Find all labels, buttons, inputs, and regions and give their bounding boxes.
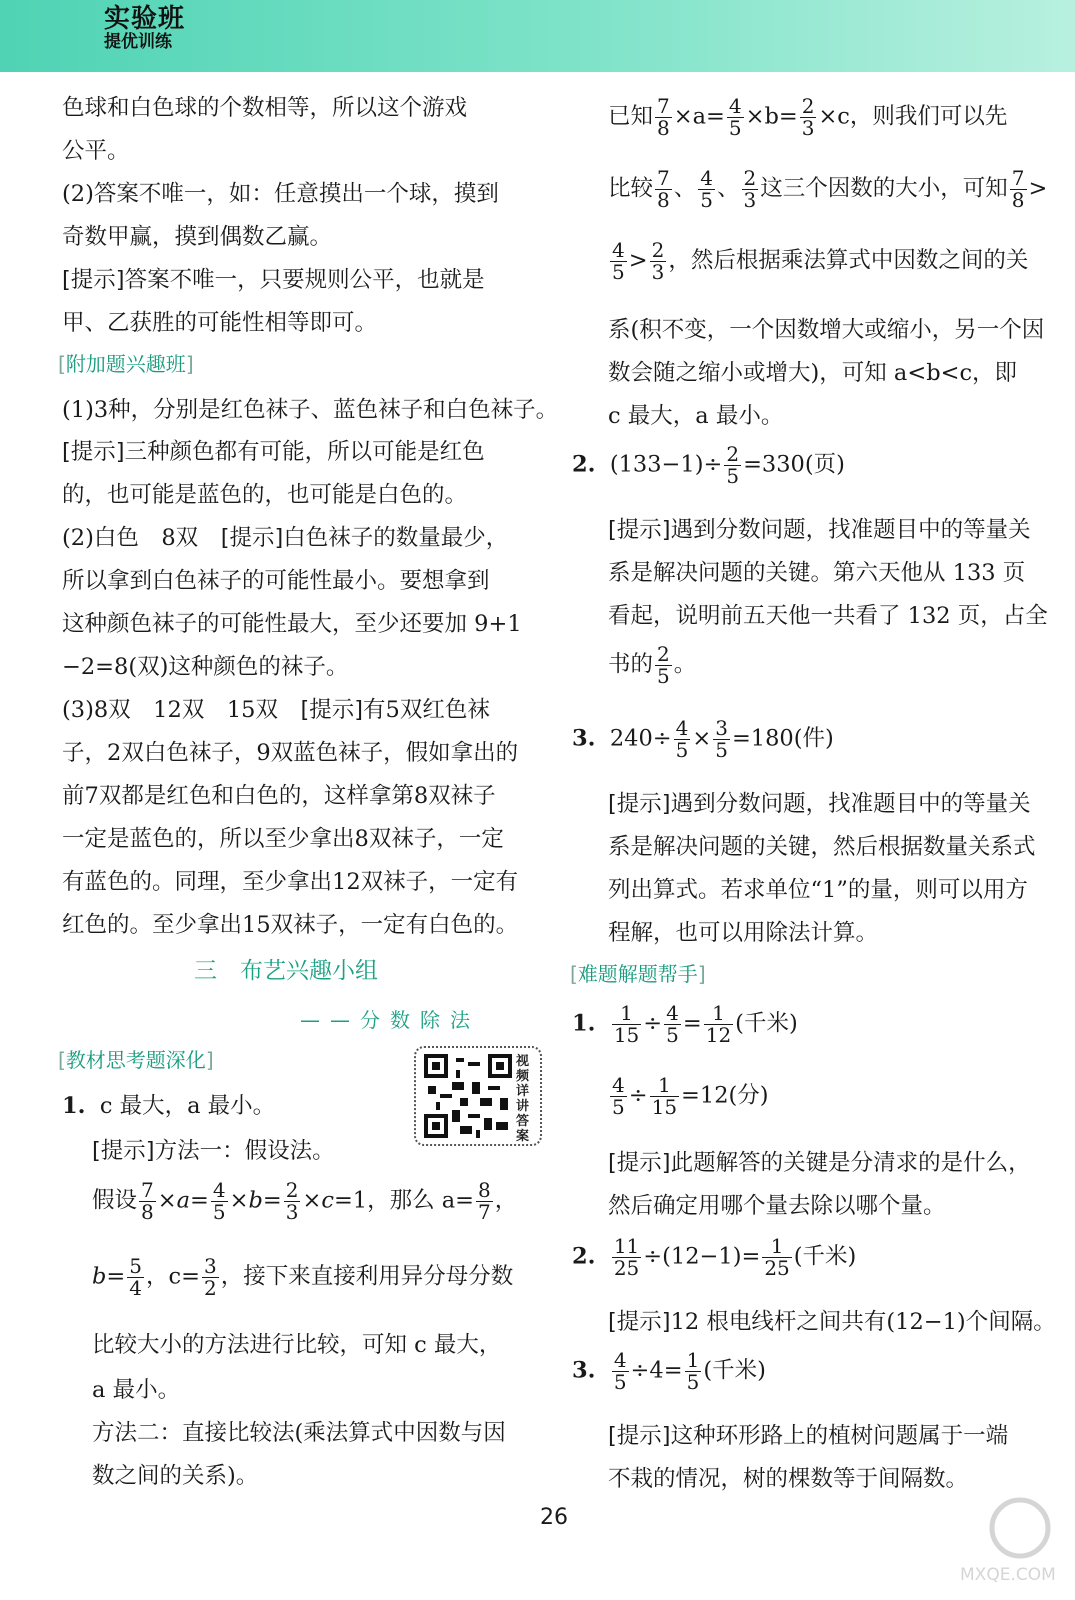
inline-text: [提示] xyxy=(608,1150,671,1176)
hint-text: 三种颜色都有可能，所以可能是红色 xyxy=(124,439,485,465)
formula-line xyxy=(608,644,696,687)
text-line: 数之间的关系)。 xyxy=(92,1463,259,1489)
answer-text: (3)8双 12双 15双 xyxy=(62,697,301,723)
inline-text: 已知 xyxy=(608,103,654,130)
inline-text: 3 xyxy=(285,1200,299,1224)
inline-text: 5 xyxy=(686,1370,700,1394)
fraction xyxy=(713,718,730,761)
inline-text: 12 根电线杆之间共有(12−1)个间隔。 xyxy=(670,1309,1056,1335)
inline-text: ， xyxy=(494,1187,518,1214)
text-line: (1)3种，分别是红色袜子、蓝色袜子和白色袜子。 xyxy=(62,397,559,423)
inline-text: 5 xyxy=(728,116,742,140)
qr-code-icon xyxy=(424,1054,512,1138)
inline-text: 4 xyxy=(700,166,713,190)
fraction xyxy=(674,718,691,761)
text-line: (2)答案不唯一，如：任意摸出一个球，摸到 xyxy=(62,181,499,207)
inline-text: 此题解答的关键是分清求的是什么， xyxy=(670,1150,1031,1176)
inline-text: 4 xyxy=(666,1001,679,1025)
inline-text: 4 xyxy=(675,716,689,740)
text-line: 红色的。至少拿出15双袜子，一定有白色的。 xyxy=(62,912,519,938)
inline-text: 5 xyxy=(612,1095,625,1119)
question-line xyxy=(572,1003,798,1046)
fraction xyxy=(724,444,741,487)
text-line: 甲、乙获胜的可能性相等即可。 xyxy=(62,310,378,336)
inline-text: 2 xyxy=(285,1178,299,1202)
answer-text: c 最大，a 最小。 xyxy=(99,1093,276,1119)
inline-text: 5 xyxy=(726,464,740,488)
question-line xyxy=(62,1088,275,1120)
inline-text: 5 xyxy=(675,738,689,762)
inline-text: 15 xyxy=(613,1023,640,1047)
inline-text: 1 xyxy=(612,1003,641,1025)
inline-text: 4 xyxy=(212,1178,226,1202)
section-tag-label: 难题解题帮手 xyxy=(577,962,698,986)
inline-text: [提示] xyxy=(608,1423,671,1449)
hint-text: 方法一：假设法。 xyxy=(154,1138,335,1164)
answer-text: (2)白色 8双 xyxy=(62,525,221,551)
inline-text: × xyxy=(692,725,712,752)
text-line: 方法二：直接比较法(乘法算式中因数与因 xyxy=(92,1420,506,1446)
formula-text: ，c= xyxy=(146,1263,200,1290)
inline-text: 1 xyxy=(686,1348,700,1372)
formula-text: ，接下来直接利用异分母分数 xyxy=(220,1263,514,1290)
inline-text: =330(页) xyxy=(743,451,845,478)
inline-text: 8 xyxy=(657,116,670,140)
hint-tag: [提示] xyxy=(300,697,364,723)
inline-text: = xyxy=(682,1010,702,1037)
inline-text: 4 xyxy=(612,1073,625,1097)
inline-text: 25 xyxy=(613,1256,640,1280)
inline-text: [提示] xyxy=(608,517,671,543)
inline-text: 1 xyxy=(650,1075,679,1097)
inline-text: ×c，则我们可以先 xyxy=(818,103,1008,130)
question-number: 2. xyxy=(572,451,596,478)
text-line: 有蓝色的。同理，至少拿出12双袜子，一定有 xyxy=(62,869,519,895)
question-number: 1. xyxy=(62,1093,86,1119)
text-line: a 最小。 xyxy=(92,1377,181,1403)
text-line: 比较大小的方法进行比较，可知 c 最大， xyxy=(92,1332,502,1358)
inline-text: =12(分) xyxy=(681,1082,769,1109)
fraction xyxy=(685,1350,702,1393)
inline-text: ÷(12−1)= xyxy=(643,1243,761,1270)
question-line xyxy=(572,718,834,761)
formula-line: 假设 $\frac{7}{8}$ ×a= $\frac{4}{5}$ ×b= $\frac{2}{3}$ ×c=1，那么 a= $\frac{8}{7}$ ， xyxy=(92,1178,518,1224)
fraction xyxy=(610,240,627,283)
inline-text: 比较 xyxy=(608,175,654,202)
inline-text: 4 xyxy=(728,94,742,118)
inline-text: [提示] xyxy=(608,791,671,817)
formula-text: =1，那么 a= xyxy=(333,1187,475,1214)
text-line: 这种颜色袜子的可能性最大，至少还要加 9+1 xyxy=(62,611,522,637)
fraction xyxy=(655,168,672,211)
inline-text: 5 xyxy=(666,1023,679,1047)
inline-text: 15 xyxy=(651,1095,678,1119)
right-column xyxy=(570,0,1075,1600)
inline-text: [提示] xyxy=(608,1309,671,1335)
fraction xyxy=(1010,168,1027,211)
fraction xyxy=(704,1003,733,1046)
inline-text: 8 xyxy=(478,1178,491,1202)
fraction xyxy=(211,1180,228,1223)
section-tag: [教材思考题深化] xyxy=(58,1048,214,1072)
brand-subtitle: 提优训练 xyxy=(104,32,172,52)
inline-text: 7 xyxy=(657,166,670,190)
hint-tag: [提示] xyxy=(62,439,125,465)
formula-line: 比较 $\frac{7}{8}$ 、 $\frac{4}{5}$ 、 $\frac{2}{3}$ 这三个因数的大小，可知 $\frac{7}{8}$ > xyxy=(608,166,1048,212)
hint-line xyxy=(608,786,1031,818)
text-line: 子，2双白色袜子，9双蓝色袜子，假如拿出的 xyxy=(62,740,519,766)
inline-text: 1 xyxy=(762,1236,791,1258)
inline-text: 3 xyxy=(715,716,728,740)
section-title: 三 布艺兴趣小组 xyxy=(194,958,378,984)
inline-text: 、 xyxy=(673,175,697,202)
inline-text: b xyxy=(248,1187,263,1214)
inline-text: =180(件) xyxy=(731,725,834,752)
inline-text: ÷4= xyxy=(630,1357,683,1384)
inline-text: ÷ xyxy=(628,1082,648,1109)
inline-text: 、 xyxy=(717,175,740,202)
fraction xyxy=(202,1256,219,1299)
question-number: 3. xyxy=(572,1357,596,1384)
text-line: 公平。 xyxy=(62,138,130,164)
text-line: 所以拿到白色袜子的可能性最小。要想拿到 xyxy=(62,568,490,594)
inline-text: 240÷ xyxy=(609,725,672,752)
inline-text: 1 xyxy=(704,1003,733,1025)
fraction xyxy=(612,1350,629,1393)
inline-text: × xyxy=(302,1187,322,1214)
inline-text: 3 xyxy=(801,116,815,140)
inline-text: 7 xyxy=(478,1200,491,1224)
hint-text: 有5双红色袜 xyxy=(363,697,490,723)
inline-text: ×a= xyxy=(673,103,725,130)
text-line: 数会随之缩小或增大)，可知 a<b<c，即 xyxy=(608,360,1018,386)
section-tag-label: 附加题兴趣班 xyxy=(65,352,186,376)
question-line xyxy=(572,1236,856,1279)
inline-text: 5 xyxy=(715,738,728,762)
fraction xyxy=(762,1236,791,1279)
inline-text: 7 xyxy=(657,94,670,118)
inline-text: MXQE.COM xyxy=(960,1565,1056,1585)
brand-title: 实验班 xyxy=(104,4,186,34)
formula-line xyxy=(92,1256,513,1299)
text-line: 程解，也可以用除法计算。 xyxy=(608,920,879,946)
inline-text: a xyxy=(176,1187,191,1214)
inline-text: 5 xyxy=(700,188,713,212)
text-line: 前7双都是红色和白色的，这样拿第8双袜子 xyxy=(62,783,496,809)
fraction xyxy=(727,96,744,139)
inline-text: 遇到分数问题，找准题目中的等量关 xyxy=(670,791,1031,817)
formula-line: $\frac{4}{5}$ > $\frac{2}{3}$ ，然后根据乘法算式中因数之间的关 xyxy=(612,238,1029,284)
brand-logo xyxy=(104,6,185,51)
question-number: 2. xyxy=(572,1243,596,1270)
qr-label: 视频详讲答案 xyxy=(516,1054,530,1144)
inline-text: 25 xyxy=(764,1256,790,1280)
hint-tag: [提示] xyxy=(220,525,284,551)
hint-line xyxy=(62,262,485,294)
inline-text: 2 xyxy=(726,442,740,466)
fraction xyxy=(284,1180,301,1223)
fraction xyxy=(664,1003,681,1046)
fraction xyxy=(650,1075,679,1118)
text-line: 系是解决问题的关键。第六天他从 133 页 xyxy=(608,560,1026,586)
hint-tag: [提示] xyxy=(92,1138,155,1164)
text-line: 的，也可能是蓝色的，也可能是白色的。 xyxy=(62,482,468,508)
formula-text: 假设 xyxy=(92,1187,138,1214)
inline-text: 3 xyxy=(651,260,665,284)
inline-text: × xyxy=(229,1187,249,1214)
fraction xyxy=(127,1256,144,1299)
inline-text: (千米) xyxy=(703,1357,766,1384)
text-line: 奇数甲赢，摸到偶数乙赢。 xyxy=(62,224,333,250)
hint-line xyxy=(62,520,508,552)
formula-line xyxy=(608,1075,769,1118)
text-line: 看起，说明前五天他一共看了 132 页，占全 xyxy=(608,603,1048,629)
section-tag-label: 教材思考题深化 xyxy=(65,1048,206,1072)
hint-line xyxy=(608,1145,1031,1177)
section-tag: [附加题兴趣班] xyxy=(58,352,194,376)
inline-text: 遇到分数问题，找准题目中的等量关 xyxy=(670,517,1031,543)
inline-text: 3 xyxy=(743,188,757,212)
hint-line xyxy=(62,692,490,724)
page-number: 26 xyxy=(540,1505,568,1530)
text-line: 列出算式。若求单位“1”的量，则可以用方 xyxy=(608,877,1028,903)
inline-text: 这三个因数的大小，可知 xyxy=(760,175,1008,202)
inline-text: 4 xyxy=(129,1276,142,1300)
hint-text: 白色袜子的数量最少， xyxy=(283,525,509,551)
question-number: 3. xyxy=(572,725,596,752)
hint-line xyxy=(62,434,485,466)
hint-text: 答案不唯一，只要规则公平，也就是 xyxy=(124,267,485,293)
text-line: 系是解决问题的关键，然后根据数量关系式 xyxy=(608,834,1036,860)
inline-text: × xyxy=(157,1187,177,1214)
inline-text: ，然后根据乘法算式中因数之间的关 xyxy=(668,247,1029,274)
inline-text: 7 xyxy=(1011,166,1025,190)
text-line: 系(积不变，一个因数增大或缩小，另一个因 xyxy=(608,317,1045,343)
fraction xyxy=(612,1003,641,1046)
formula-text: b= xyxy=(92,1263,126,1290)
inline-text: 12 xyxy=(705,1023,732,1047)
inline-text: 8 xyxy=(1011,188,1025,212)
fraction xyxy=(655,644,672,687)
inline-text: 5 xyxy=(212,1200,226,1224)
inline-text: 4 xyxy=(613,1348,627,1372)
inline-text: 5 xyxy=(129,1254,142,1278)
inline-text: 2 xyxy=(651,238,665,262)
inline-text: (千米) xyxy=(793,1243,857,1270)
inline-text: 。 xyxy=(673,651,697,678)
section-tag: [难题解题帮手] xyxy=(570,962,706,986)
inline-text: 8 xyxy=(141,1200,154,1224)
question-number: 1. xyxy=(572,1010,596,1037)
text-line: 然后确定用哪个量去除以哪个量。 xyxy=(608,1193,946,1219)
fraction xyxy=(476,1180,493,1223)
text-line: 色球和白色球的个数相等，所以这个游戏 xyxy=(62,95,468,121)
formula-line xyxy=(608,96,1007,139)
fraction xyxy=(742,168,759,211)
fraction xyxy=(698,168,715,211)
inline-text: 8 xyxy=(657,188,670,212)
text-line: 不栽的情况，树的棵数等于间隔数。 xyxy=(608,1466,969,1492)
fraction xyxy=(139,1180,156,1223)
text-line: c 最大，a 最小。 xyxy=(608,403,784,429)
text-line: −2=8(双)这种颜色的袜子。 xyxy=(62,654,349,680)
inline-text: ÷ xyxy=(643,1010,663,1037)
qr-code[interactable] xyxy=(414,1046,542,1146)
inline-text: 5 xyxy=(613,1370,627,1394)
inline-text: c xyxy=(321,1187,334,1214)
inline-text: 这种环形路上的植树问题属于一端 xyxy=(670,1423,1009,1449)
inline-text: 2 xyxy=(801,94,815,118)
inline-text: 5 xyxy=(612,260,625,284)
fraction xyxy=(655,96,672,139)
section-subtitle: ——分数除法 xyxy=(300,1008,480,1032)
hint-line xyxy=(608,1304,1056,1336)
inline-text: 书的 xyxy=(608,651,654,678)
question-line xyxy=(572,1350,766,1393)
question-line xyxy=(572,444,845,487)
inline-text: 7 xyxy=(141,1178,154,1202)
inline-text: ×b= xyxy=(745,103,798,130)
hint-line xyxy=(608,1418,1008,1450)
inline-text: (133−1)÷ xyxy=(609,451,723,478)
hint-tag: [提示] xyxy=(62,267,125,293)
fraction xyxy=(800,96,817,139)
fraction xyxy=(612,1236,641,1279)
inline-text: 11 xyxy=(613,1234,640,1258)
inline-text: 5 xyxy=(657,664,670,688)
hint-line xyxy=(92,1133,335,1165)
text-line: 一定是蓝色的，所以至少拿出8双袜子，一定 xyxy=(62,826,504,852)
inline-text: 4 xyxy=(612,238,625,262)
inline-text: 2 xyxy=(743,166,757,190)
fraction xyxy=(610,1075,627,1118)
hint-line xyxy=(608,512,1031,544)
inline-text: (千米) xyxy=(735,1010,798,1037)
inline-text: 3 xyxy=(203,1254,217,1278)
fraction xyxy=(650,240,667,283)
watermark-logo xyxy=(950,1488,1060,1588)
inline-text: 2 xyxy=(657,642,670,666)
inline-text: 2 xyxy=(203,1276,217,1300)
